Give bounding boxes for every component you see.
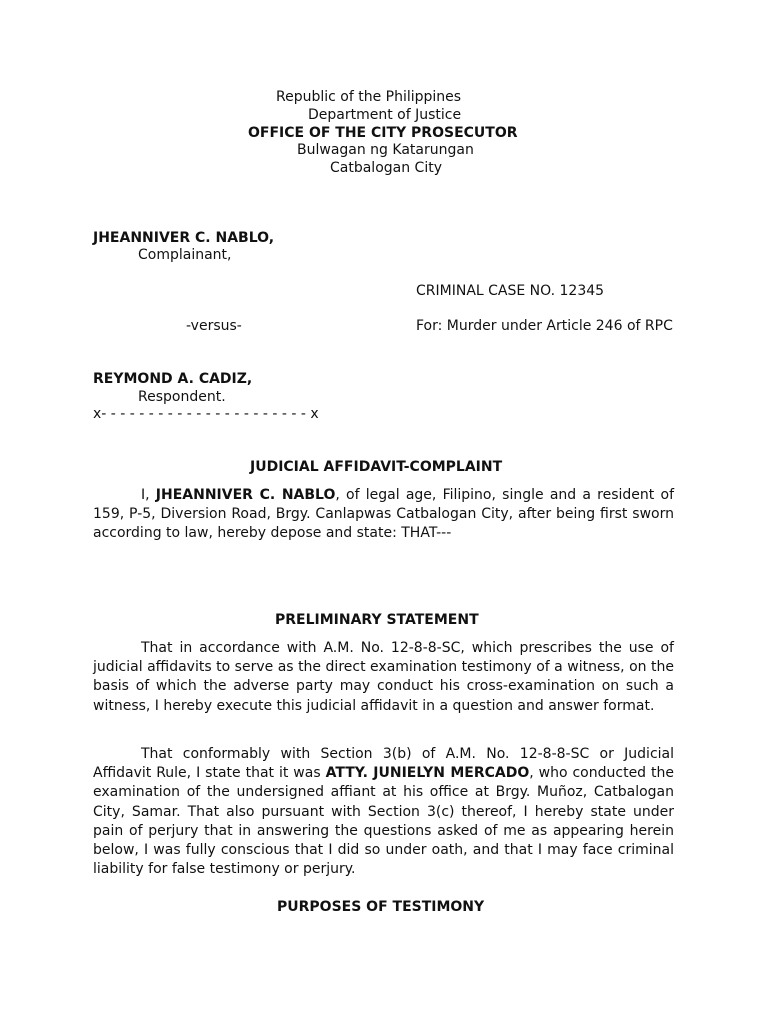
- purposes-heading: PURPOSES OF TESTIMONY: [277, 899, 485, 915]
- respondent-role: Respondent.: [138, 389, 226, 405]
- complainant-name: JHEANNIVER C. NABLO,: [93, 230, 275, 246]
- versus-label: -versus-: [186, 318, 242, 334]
- preliminary-statement-heading: PRELIMINARY STATEMENT: [275, 612, 479, 628]
- intro-post: , of legal age, Filipino, single and a resident of 159, P-5, Diversion Road, Brgy. Canlapwas Catbalogan City, after being first sworn according to law, hereby depose and state: THAT---: [93, 487, 674, 542]
- intro-pre: I,: [141, 487, 156, 503]
- offense-label: For: Murder under Article 246 of RPC: [416, 318, 673, 334]
- affiant-name: JHEANNIVER C. NABLO: [155, 487, 336, 503]
- para2-pre: That conformably with Section 3(b) of A.M. No. 12-8-8-SC or Judicial Affidavit Rule, I state that it was: [93, 746, 674, 782]
- complainant-role: Complainant,: [138, 247, 232, 263]
- case-number: CRIMINAL CASE NO. 12345: [416, 283, 605, 299]
- preliminary-paragraph-1: [93, 639, 674, 716]
- header-republic: Republic of the Philippines: [276, 89, 462, 105]
- header-department: Department of Justice: [308, 107, 462, 123]
- caption-separator: x- - - - - - - - - - - - - - - - - - - - - - x: [93, 406, 319, 422]
- para1-text: That in accordance with A.M. No. 12-8-8-SC, which prescribes the use of judicial affidavits to serve as the direct examination testimony of a witness, on the basis of which the adverse party may conduct his cross-examination on such a witness, I hereby execute this judicial affidavit in a question and answer format.: [93, 640, 674, 714]
- para2-post: , who conducted the examination of the undersigned affiant at his office at Brgy. Muñoz, Catbalogan City, Samar. That also pursuant with Section 3(c) thereof, I hereby state under pain of perjury that in answering the questions asked of me as appearing herein below, I was fully conscious that I did so under oath, and that I may face criminal liability for false testimony or perjury.: [93, 765, 675, 878]
- header-city: Catbalogan City: [330, 160, 442, 176]
- document-title: JUDICIAL AFFIDAVIT-COMPLAINT: [250, 459, 503, 475]
- examiner-name: ATTY. JUNIELYN MERCADO: [325, 765, 530, 782]
- header-bulwagan: Bulwagan ng Katarungan: [297, 142, 474, 158]
- preliminary-paragraph-2: [93, 745, 674, 879]
- header-office: OFFICE OF THE CITY PROSECUTOR: [248, 125, 518, 141]
- respondent-name: REYMOND A. CADIZ,: [93, 371, 253, 387]
- intro-paragraph: [93, 486, 674, 544]
